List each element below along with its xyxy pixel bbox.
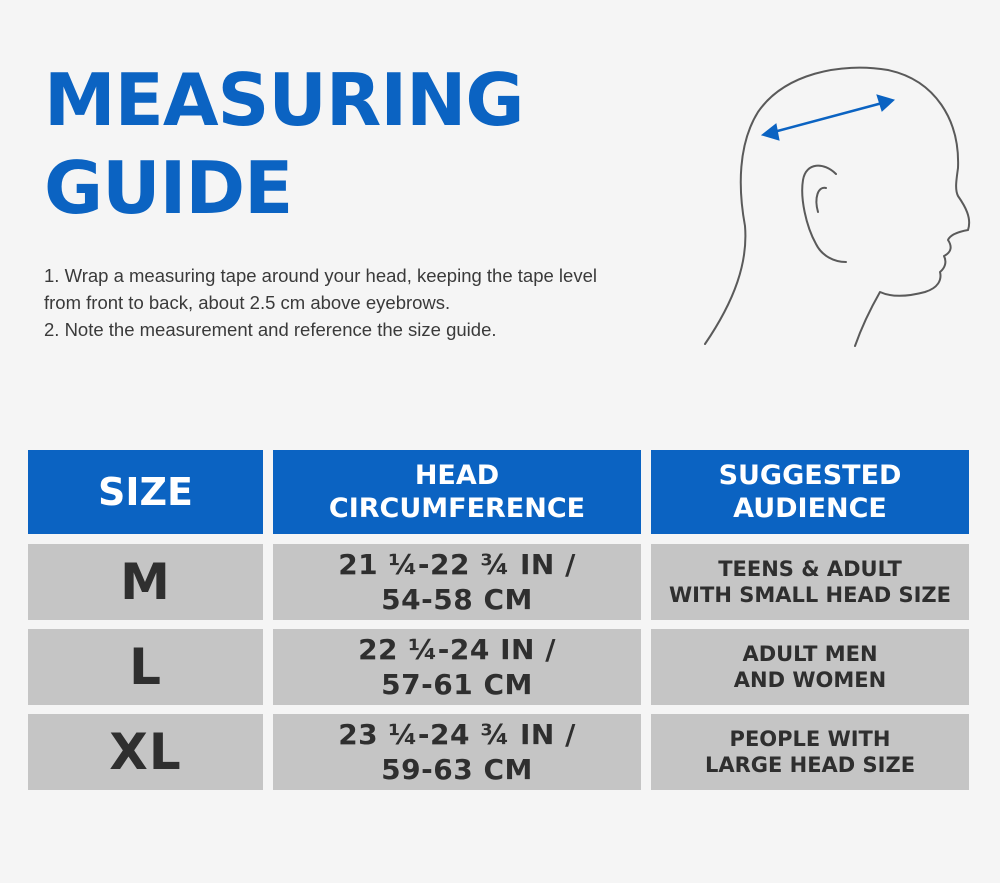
header-audience [651,450,969,534]
instructions [44,262,684,343]
title-line-2: GUIDE [44,146,293,230]
header-audience-line-1: SUGGESTED [718,460,902,491]
ear-inner [816,188,826,212]
head-profile-measurement-icon [690,60,980,360]
table-row-size-cell [28,544,263,620]
head-outline [705,68,969,346]
circumference-inches: 21 ¼-22 ¾ IN / [338,548,576,581]
header-size-label: SIZE [97,470,194,514]
size-value: M [120,553,171,611]
size-value: XL [109,723,182,781]
instruction-line-3: 2. Note the measurement and reference the size guide. [44,319,497,340]
audience-line-1: PEOPLE WITH [729,727,891,751]
circumference-cm: 54-58 CM [381,583,533,616]
measure-arrow-icon [762,95,894,140]
table-row-circumference-cell [273,629,641,705]
audience-line-2: LARGE HEAD SIZE [704,753,916,777]
table-row-size-cell [28,714,263,790]
instruction-line-1: 1. Wrap a measuring tape around your head, keeping the tape level [44,265,597,286]
audience-line-1: ADULT MEN [742,642,878,666]
header-circumference [273,450,641,534]
circumference-inches: 23 ¼-24 ¾ IN / [338,718,576,751]
header-size [28,450,263,534]
ear-outline [802,166,846,262]
page-title [44,56,523,232]
instruction-line-2: from front to back, about 2.5 cm above eyebrows. [44,292,451,313]
table-row-circumference-cell [273,544,641,620]
table-row-audience-cell [651,629,969,705]
circumference-cm: 59-63 CM [381,753,533,786]
size-value: L [129,638,162,696]
header-audience-line-2: AUDIENCE [733,493,887,524]
table-row-circumference-cell [273,714,641,790]
table-row-audience-cell [651,714,969,790]
audience-line-2: AND WOMEN [733,668,887,692]
header-circumference-line-1: HEAD [414,460,500,491]
table-row-size-cell [28,629,263,705]
table-row-audience-cell [651,544,969,620]
circumference-cm: 57-61 CM [381,668,533,701]
audience-line-1: TEENS & ADULT [718,557,902,581]
circumference-inches: 22 ¼-24 IN / [358,633,556,666]
audience-line-2: WITH SMALL HEAD SIZE [669,583,951,607]
header-circumference-line-2: CIRCUMFERENCE [328,493,586,524]
title-line-1: MEASURING [44,58,524,142]
